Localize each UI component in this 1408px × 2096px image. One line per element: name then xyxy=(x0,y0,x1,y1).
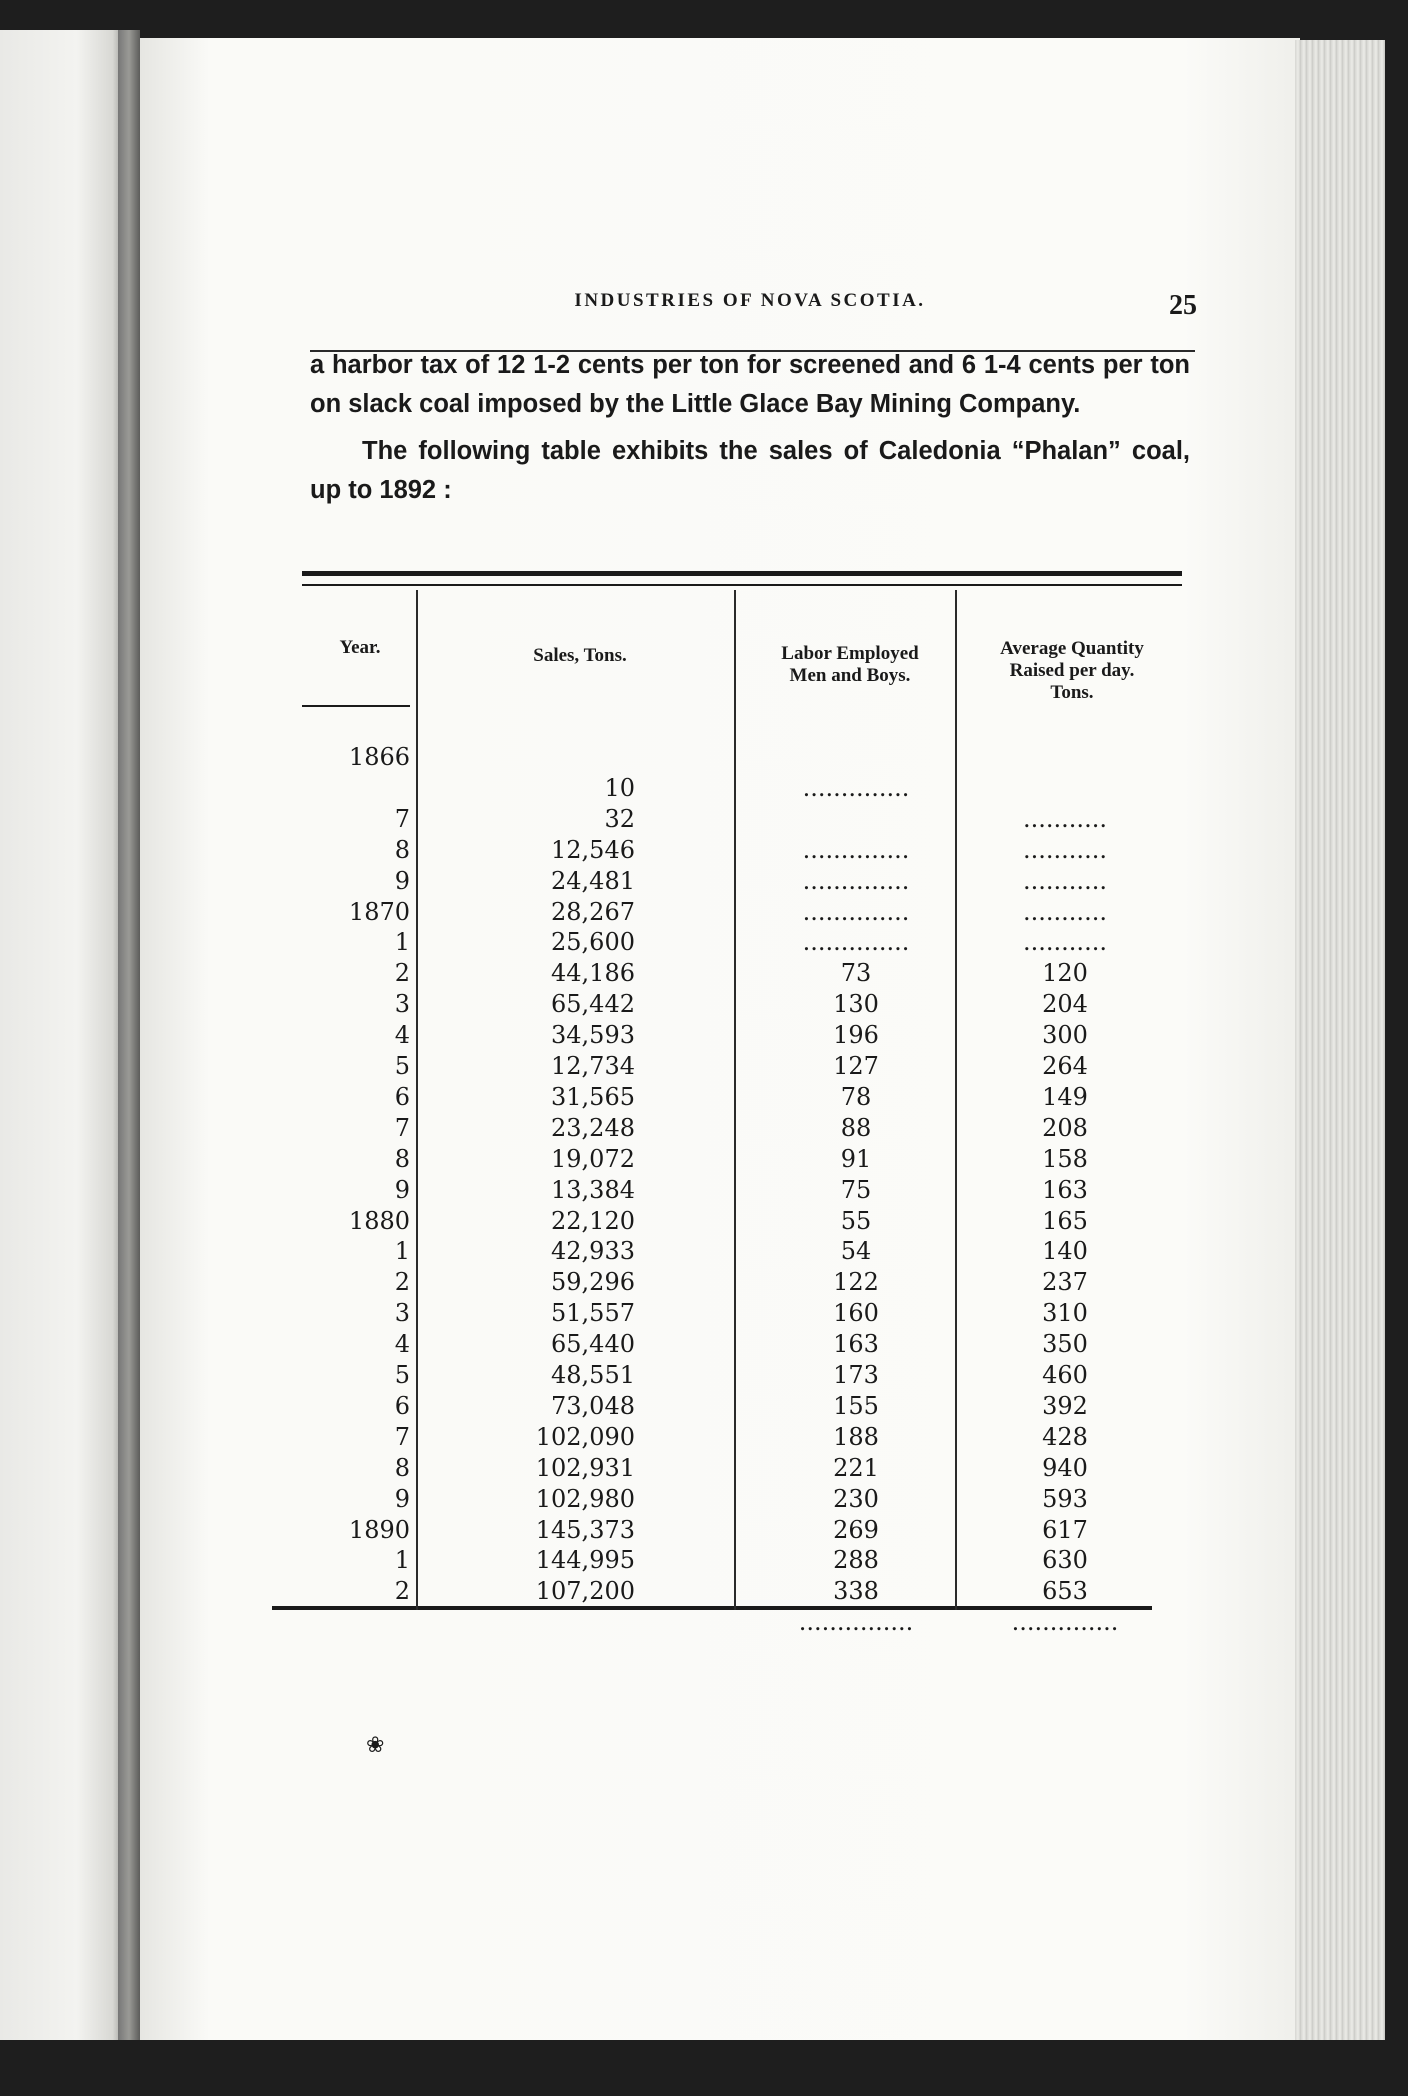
table-cell-avg: 350 xyxy=(1042,1330,1088,1359)
table-cell-labor: 221 xyxy=(833,1453,879,1482)
table-cell-year: 9 xyxy=(394,866,410,895)
table-cell-year: 8 xyxy=(394,1453,410,1482)
left-page-edge xyxy=(0,30,128,2040)
table-cell-avg: ........... xyxy=(1023,804,1107,833)
table-cell-avg: ........... xyxy=(1023,866,1107,895)
table-cell-sales: 10 xyxy=(604,773,635,802)
table-cell-labor: 130 xyxy=(833,990,879,1019)
table-cell-avg: 593 xyxy=(1042,1484,1088,1513)
table-cell-year: 8 xyxy=(394,835,410,864)
table-cell-sales: 65,440 xyxy=(551,1330,635,1359)
header-labor: Labor Employed Men and Boys. xyxy=(781,643,919,686)
table-cell-avg: 617 xyxy=(1042,1515,1088,1544)
table-cell-year: 2 xyxy=(394,1268,410,1297)
table-cell-year: 8 xyxy=(394,1144,410,1173)
table-cell-sales: 44,186 xyxy=(551,959,635,988)
table-cell-labor: 78 xyxy=(840,1082,872,1111)
header-sales: Sales, Tons. xyxy=(533,645,627,666)
table-cell-avg: 163 xyxy=(1042,1175,1088,1204)
table-cell-avg: 237 xyxy=(1042,1268,1088,1297)
table-cell-year: 7 xyxy=(394,1113,410,1142)
page-number: 25 xyxy=(1169,290,1197,321)
table-cell-year: 1866 xyxy=(348,743,410,771)
table-cell-sales: 145,373 xyxy=(535,1515,635,1544)
table-cell-avg: 264 xyxy=(1042,1052,1088,1080)
table-cell-avg: 165 xyxy=(1042,1206,1088,1235)
body-text xyxy=(310,346,1190,510)
table-top-rule-thick xyxy=(302,571,1182,576)
table-cell-sales: 22,120 xyxy=(551,1206,635,1235)
table-cell-year: 7 xyxy=(394,1422,410,1451)
table-cell-labor: 155 xyxy=(833,1391,879,1420)
table-cell-labor: .............. xyxy=(802,773,910,802)
table-cell-labor: 163 xyxy=(833,1330,879,1359)
table-cell-sales: 144,995 xyxy=(535,1546,635,1575)
table-cell-year: 4 xyxy=(394,1330,410,1359)
table-cell-sales: 31,565 xyxy=(551,1082,635,1111)
table-cell-labor: 269 xyxy=(833,1515,879,1544)
table-cell-year: 3 xyxy=(394,990,410,1019)
table-cell-labor: ............... xyxy=(798,1608,914,1637)
table-cell-labor: .............. xyxy=(802,897,910,926)
table-cell-sales: 102,931 xyxy=(535,1453,635,1482)
header-average: Average Quantity Raised per day. Tons. xyxy=(1000,638,1144,703)
table-cell-sales: 32 xyxy=(604,804,635,833)
table-cell-avg: 140 xyxy=(1042,1237,1088,1266)
table-cell-avg: 149 xyxy=(1042,1082,1088,1111)
table-cell-year: 7 xyxy=(394,804,410,833)
table-cell-sales: 51,557 xyxy=(551,1299,635,1328)
table-cell-avg: .............. xyxy=(1011,1608,1119,1637)
table-cell-avg: 630 xyxy=(1042,1546,1088,1575)
table-cell-year: 4 xyxy=(394,1021,410,1050)
table-cell-year: 1 xyxy=(394,1546,410,1575)
table-cell-avg: 300 xyxy=(1042,1021,1088,1050)
table-cell-year: 6 xyxy=(394,1391,410,1420)
table-cell-sales: 19,072 xyxy=(551,1144,635,1173)
running-head: INDUSTRIES OF NOVA SCOTIA. xyxy=(574,290,926,311)
table-cell-labor: 75 xyxy=(840,1175,872,1204)
table-cell-labor: 91 xyxy=(840,1144,872,1173)
table-cell-labor: .............. xyxy=(802,866,910,895)
table-cell-sales: 13,384 xyxy=(551,1175,635,1204)
table-cell-avg: 158 xyxy=(1042,1144,1088,1173)
table-cell-labor: 88 xyxy=(840,1113,872,1142)
table-cell-avg: 120 xyxy=(1042,959,1088,988)
table-cell-sales: 12,734 xyxy=(551,1052,635,1080)
table-cell-sales: 65,442 xyxy=(551,990,635,1019)
table-cell-labor: 55 xyxy=(840,1206,872,1235)
table-cell-sales: 28,267 xyxy=(551,897,635,926)
table-cell-labor: 196 xyxy=(833,1021,879,1050)
paragraph-harbor-tax: a harbor tax of 12 1-2 cents per ton for screened and 6 1-4 cents per ton on slack coal imposed by the Little Glace Bay Mining Company. xyxy=(310,351,1190,418)
table-cell-avg: 653 xyxy=(1042,1577,1088,1606)
table-cell-sales: 34,593 xyxy=(551,1021,635,1050)
table-cell-sales: 23,248 xyxy=(551,1113,635,1142)
table-cell-labor: 288 xyxy=(833,1546,879,1575)
table-cell-sales: 12,546 xyxy=(551,835,635,864)
table-cell-avg: 428 xyxy=(1042,1422,1088,1451)
table-cell-avg: 392 xyxy=(1042,1391,1088,1420)
table-cell-avg: ........... xyxy=(1023,835,1107,864)
table-header-rule xyxy=(302,705,410,707)
table-cell-labor: 188 xyxy=(833,1422,879,1451)
column-divider-3 xyxy=(955,590,957,1610)
table-cell-year: 1 xyxy=(394,1237,410,1266)
table-cell-avg: 310 xyxy=(1042,1299,1088,1328)
table-cell-sales: 102,980 xyxy=(535,1484,635,1513)
table-cell-year: 9 xyxy=(394,1175,410,1204)
table-cell-labor: 54 xyxy=(840,1237,872,1266)
table-cell-labor: .............. xyxy=(802,835,910,864)
table-cell-sales: 59,296 xyxy=(551,1268,635,1297)
table-cell-avg: 208 xyxy=(1042,1113,1088,1142)
column-divider-2 xyxy=(734,590,736,1610)
table-cell-labor: 122 xyxy=(833,1268,879,1297)
table-cell-labor: .............. xyxy=(802,928,910,957)
page-mark-glyph: ❀ xyxy=(366,1733,385,1758)
table-cell-year: 1870 xyxy=(348,897,410,926)
column-divider-1 xyxy=(416,590,418,1610)
table-cell-labor: 338 xyxy=(833,1577,879,1606)
table-cell-sales: 42,933 xyxy=(551,1237,635,1266)
table-cell-year: 1890 xyxy=(348,1515,410,1544)
table-cell-labor: 127 xyxy=(833,1052,879,1080)
table-top-rule-thin xyxy=(302,584,1182,586)
table-cell-year: 6 xyxy=(394,1082,410,1111)
table-cell-year: 3 xyxy=(394,1299,410,1328)
table-cell-avg: 940 xyxy=(1042,1453,1088,1482)
table-cell-year: 9 xyxy=(394,1484,410,1513)
table-cell-sales: 107,200 xyxy=(535,1577,635,1606)
table-cell-year: 5 xyxy=(394,1052,410,1080)
table-cell-labor: 73 xyxy=(840,959,872,988)
table-cell-avg: ........... xyxy=(1023,928,1107,957)
table-cell-year: 1 xyxy=(394,928,410,957)
table-cell-sales: 25,600 xyxy=(551,928,635,957)
table-cell-labor: 230 xyxy=(833,1484,879,1513)
table-cell-sales: 48,551 xyxy=(551,1361,635,1389)
page-header xyxy=(310,290,1195,352)
table-cell-avg: 460 xyxy=(1042,1361,1088,1389)
table-cell-labor: 160 xyxy=(833,1299,879,1328)
table-cell-labor: 173 xyxy=(833,1361,879,1389)
table-cell-avg: 204 xyxy=(1042,990,1088,1019)
table-cell-sales: 102,090 xyxy=(535,1422,635,1451)
table-cell-year: 1880 xyxy=(348,1206,410,1235)
table-cell-sales: 73,048 xyxy=(551,1391,635,1420)
header-year: Year. xyxy=(339,637,381,658)
page-block-edge xyxy=(1295,40,1385,2040)
table-cell-year: 2 xyxy=(394,959,410,988)
table-cell-sales: 24,481 xyxy=(551,866,635,895)
paragraph-table-intro: The following table exhibits the sales of Caledonia “Phalan” coal, up to 1892 : xyxy=(310,437,1190,504)
book-spine xyxy=(118,30,140,2040)
table-cell-year: 2 xyxy=(394,1577,410,1606)
table-cell-year: 5 xyxy=(394,1361,410,1389)
table-cell-avg: ........... xyxy=(1023,897,1107,926)
